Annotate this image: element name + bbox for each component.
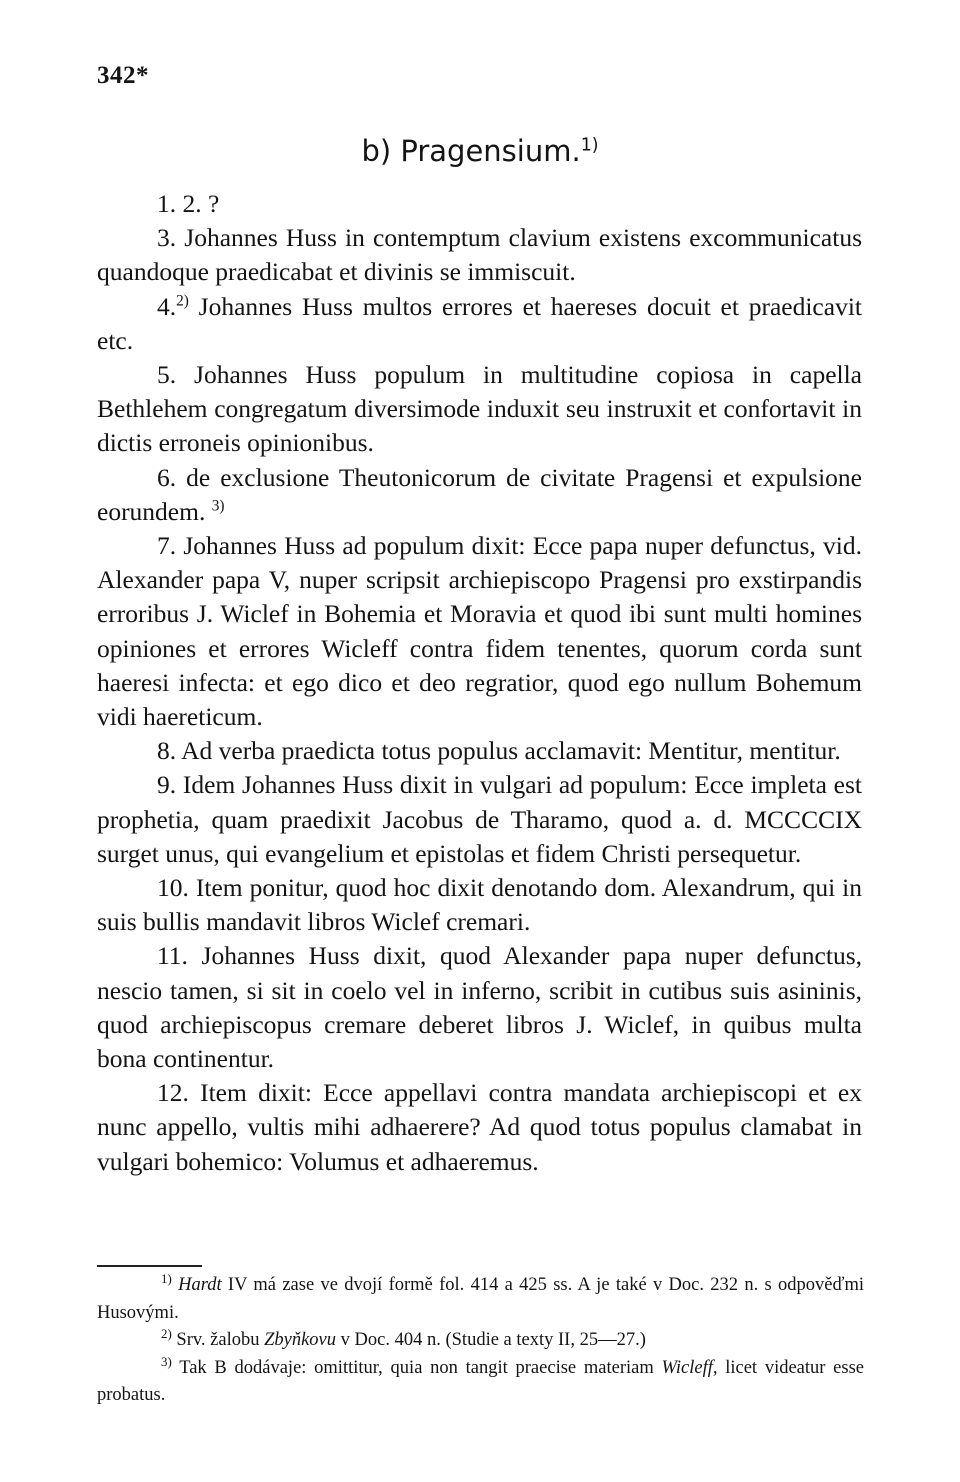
paragraph-11-text: 11. Johannes Huss dixit, quod Alexander papa nuper defunctus, nescio tamen, si sit in coelo vel in inferno, scribit in cutibus suis asininis, quod archiepiscopus cremare deberet libros J. Wiclef, in quibus multa bona continentur. <box>97 941 862 1074</box>
paragraph-1-text: 1. 2. ? <box>157 189 220 218</box>
section-heading-title: b) Pragensium. <box>361 134 581 168</box>
paragraph-7-text: 7. Johannes Huss ad populum dixit: Ecce papa nuper defunctus, vid. Alexander papa V, nuper scripsit archiepiscopo Pragensi pro exstirpandis erroribus J. Wiclef in Bohemia et Moravia et quod ibi sunt multi homines opiniones et errores Wicleff contra fidem tenentes, quorum corda sunt haeresi infecta: et ego dico et deo regratior, quod ego nullum Bohemum vidi haereticum. <box>97 531 862 732</box>
paragraph-4 <box>97 290 862 358</box>
paragraph-4-text: Johannes Huss multos errores et haereses docuit et praedicavit etc. <box>97 291 862 355</box>
paragraph-12 <box>97 1076 862 1179</box>
footnote-separator <box>97 1265 202 1267</box>
footnote-3-text-b: licet videatur esse probatus. <box>97 1357 865 1405</box>
paragraph-9-text: 9. Idem Johannes Huss dixit in vulgari ad populum: Ecce impleta est prophetia, quam praedixit Jacobus de Tharamo, quod a. d. MCCCCIX surget unus, qui evangelium et epistolas et fidem Christi persequetur. <box>97 770 862 868</box>
footnote-2-text-a: Srv. žalobu <box>171 1330 265 1350</box>
paragraph-1 <box>97 187 862 221</box>
paragraph-12-text: 12. Item dixit: Ecce appellavi contra mandata archiepiscopi et ex nunc appello, vultis mihi adhaerere? Ad quod totus populus clamabat in vulgari bohemico: Volumus et adhaeremus. <box>97 1078 862 1176</box>
footnote-3 <box>97 1355 864 1410</box>
paragraph-9 <box>97 768 862 871</box>
footnote-ref-2: 2) <box>176 292 189 310</box>
paragraph-10-text: 10. Item ponitur, quod hoc dixit denotando dom. Alexandrum, qui in suis bullis mandavit libros Wiclef cremari. <box>97 873 862 937</box>
section-heading <box>0 134 960 168</box>
paragraph-3 <box>97 221 862 289</box>
footnote-1 <box>97 1272 864 1327</box>
footnote-ref-1: 1) <box>580 135 599 156</box>
paragraph-6 <box>97 461 862 529</box>
footnote-1-text-b: IV má zase ve dvojí formě fol. 414 a 425 ss. A je také v Doc. 232 n. s odpověďmi Husovými. <box>97 1275 864 1323</box>
footnote-1-number: 1) <box>161 1270 172 1286</box>
footnote-2-number: 2) <box>161 1325 172 1341</box>
footnotes <box>97 1272 864 1410</box>
paragraph-3-text: 3. Johannes Huss in contemptum clavium existens excommunicatus quandoque praedicabat et divinis se immiscuit. <box>97 223 862 287</box>
footnote-ref-3: 3) <box>211 497 225 515</box>
main-text <box>97 187 862 1179</box>
paragraph-6-text: 6. de exclusione Theutonicorum de civitate Pragensi et expulsione eorundem. <box>97 462 862 526</box>
footnote-2 <box>97 1327 864 1355</box>
footnote-2-italic: Zbyňkovu <box>264 1330 337 1350</box>
footnote-3-text-a: Tak B dodávaje: omittitur, quia non tangit praecise materiam <box>171 1357 662 1378</box>
page-number: 342* <box>97 62 149 89</box>
paragraph-4-number: 4. <box>157 291 177 321</box>
footnote-1-italic: Hardt <box>178 1275 222 1295</box>
paragraph-5 <box>97 358 862 461</box>
paragraph-5-text: 5. Johannes Huss populum in multitudine copiosa in capella Bethlehem congregatum diversimode induxit seu instruxit et confortavit in dictis erroneis opinionibus. <box>97 360 862 458</box>
paragraph-10 <box>97 871 862 939</box>
paragraph-11 <box>97 939 862 1076</box>
paragraph-8-text: 8. Ad verba praedicta totus populus acclamavit: Mentitur, mentitur. <box>157 736 841 766</box>
footnote-3-number: 3) <box>161 1353 172 1369</box>
footnote-3-italic: Wicleff, <box>661 1357 718 1378</box>
paragraph-7 <box>97 529 862 734</box>
paragraph-8 <box>97 734 862 768</box>
footnote-2-text-b: v Doc. 404 n. (Studie a texty II, 25—27.) <box>336 1330 646 1350</box>
